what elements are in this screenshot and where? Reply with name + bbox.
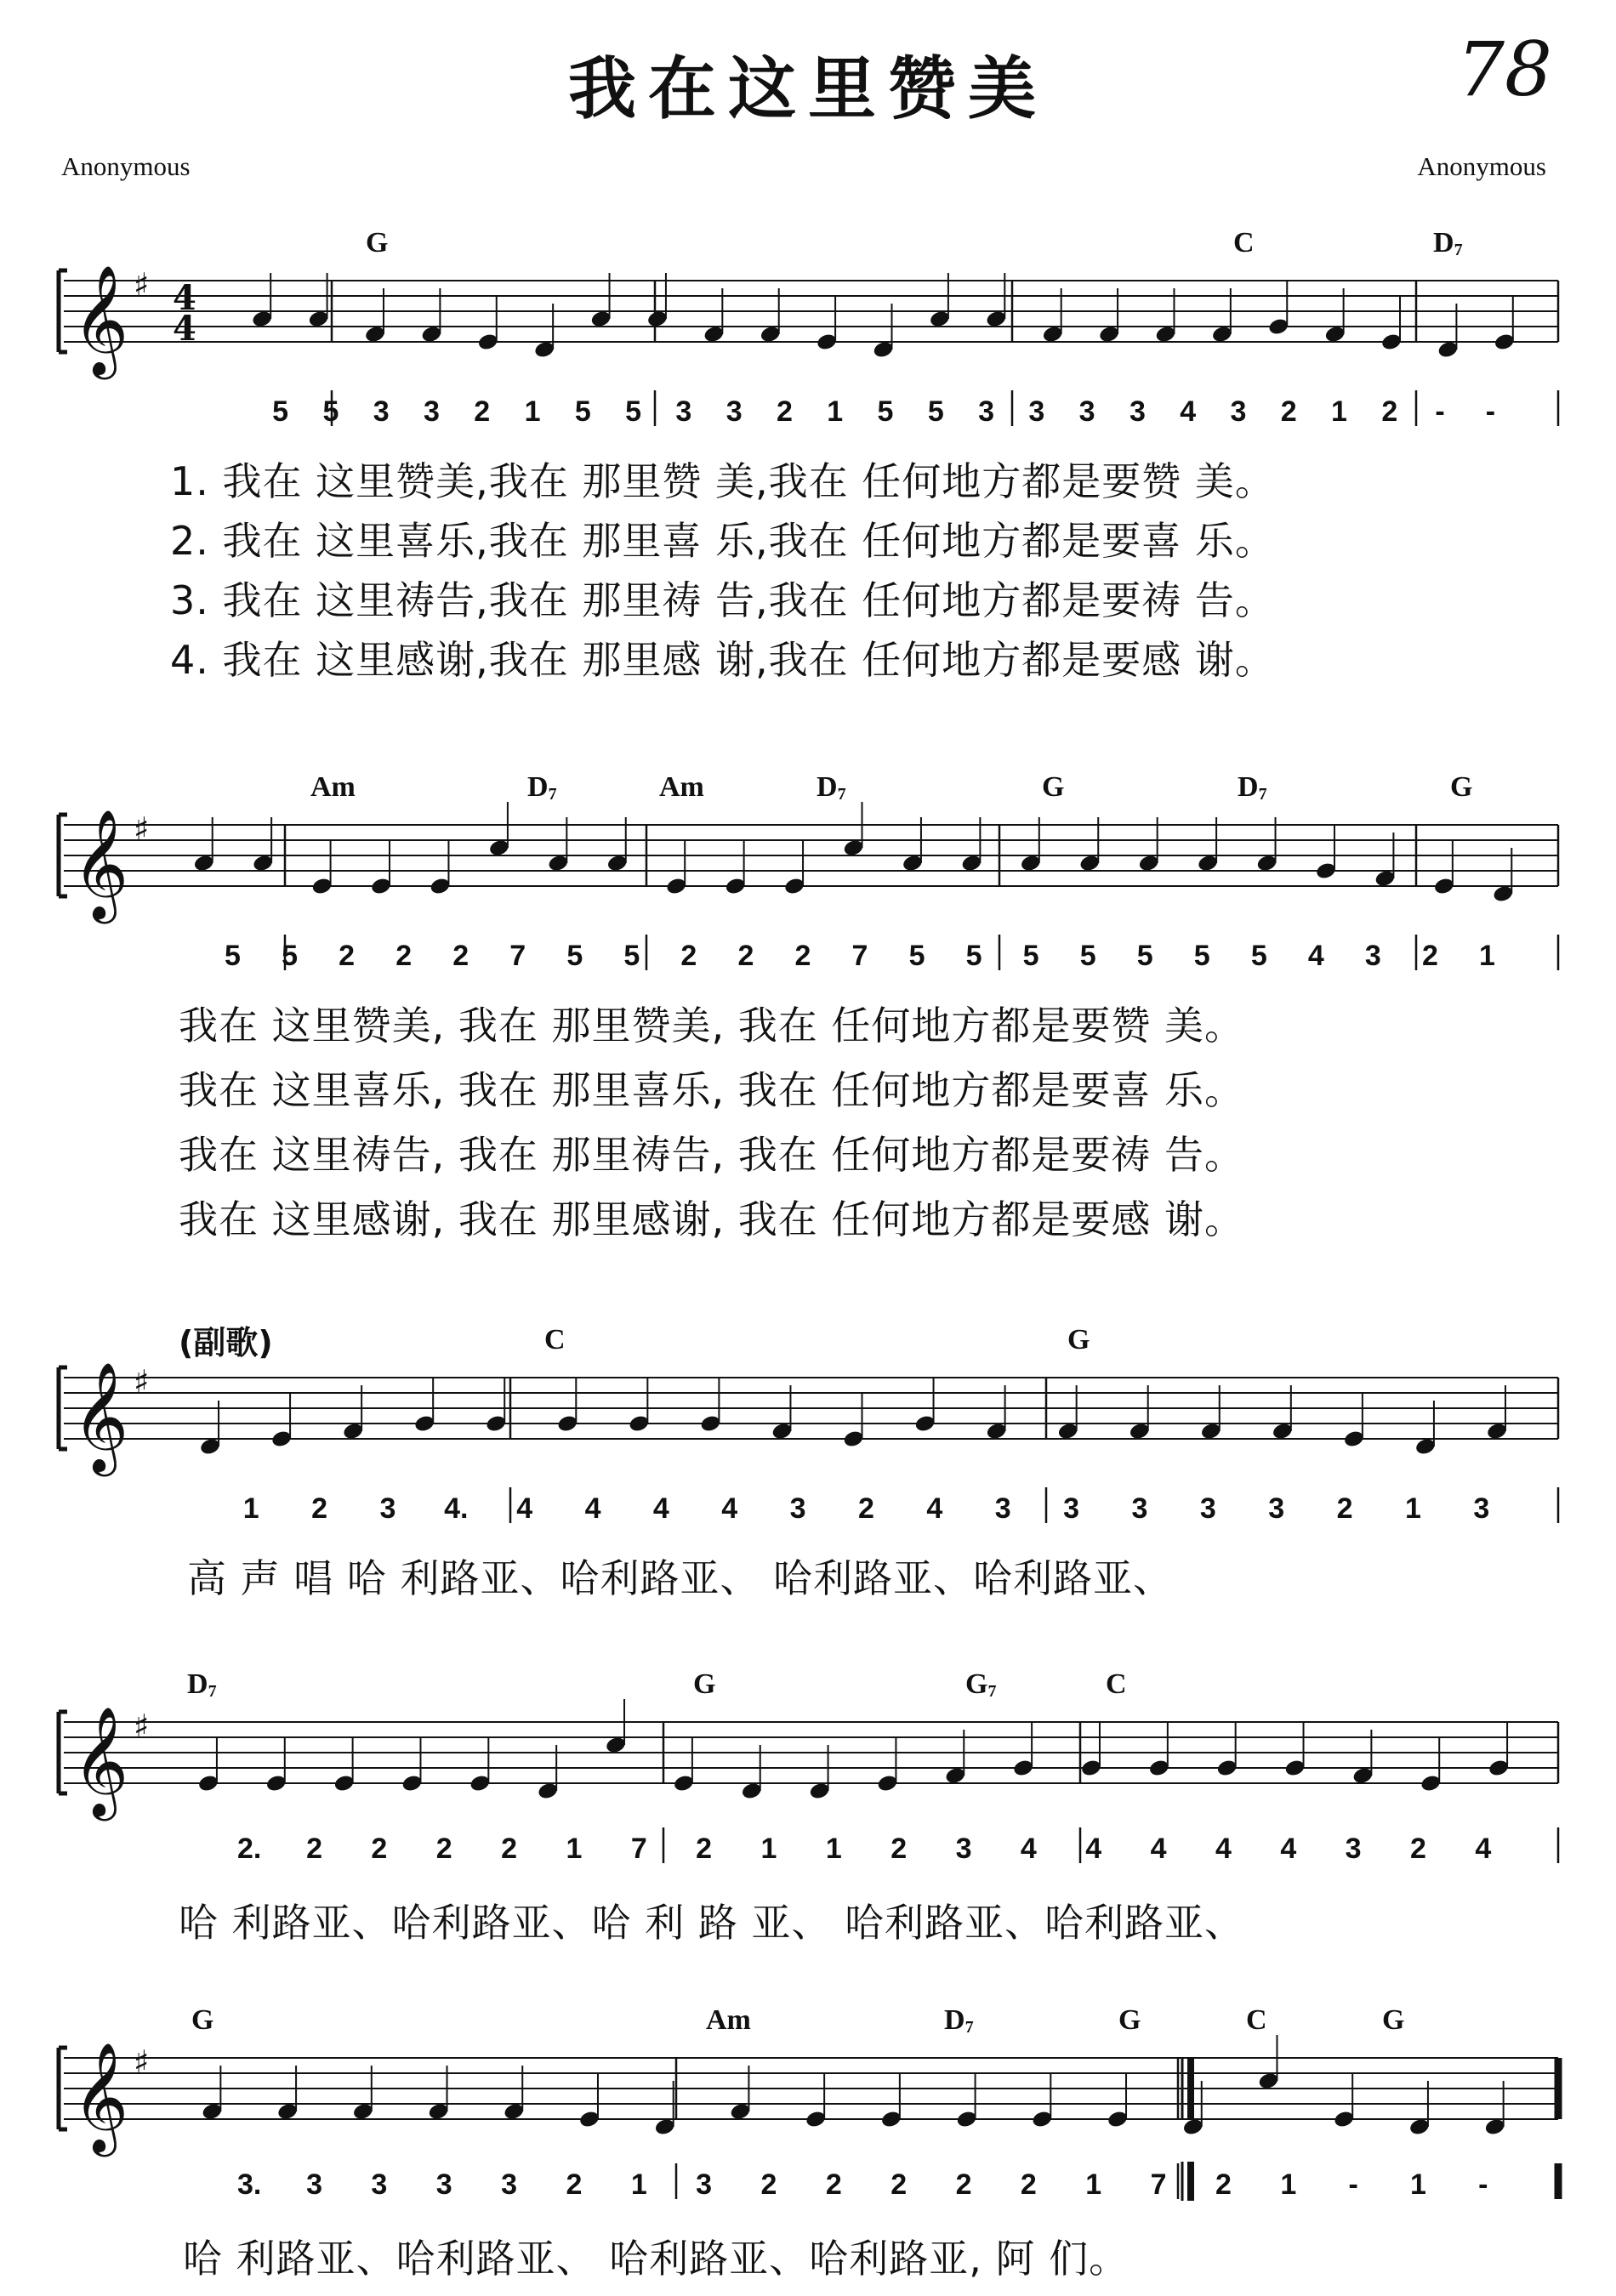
- chord-symbol: G: [693, 1668, 716, 1700]
- treble-clef-icon: 𝄞: [72, 264, 129, 375]
- jianpu-note: 1: [1085, 2168, 1102, 2201]
- jianpu-note: 3: [1199, 1492, 1216, 1525]
- jianpu-note: 2: [891, 1833, 908, 1865]
- jianpu-note: 2: [696, 1833, 713, 1865]
- jianpu-note: 5: [272, 395, 289, 428]
- time-signature-bottom: 4: [173, 309, 196, 349]
- jianpu-note: 2: [452, 940, 469, 972]
- chord-symbol: D7: [817, 771, 846, 804]
- jianpu-note: 1: [242, 1492, 259, 1525]
- song-number: 78: [1457, 26, 1552, 113]
- jianpu-note: 2: [1215, 2168, 1232, 2201]
- music-system-1: [0, 208, 1616, 685]
- jianpu-note: 2: [1336, 1492, 1353, 1525]
- jianpu-note: 3: [1268, 1492, 1285, 1525]
- jianpu-note: 4: [1150, 1833, 1167, 1865]
- jianpu-note: 5: [1136, 940, 1153, 972]
- time-signature-top: 4: [173, 278, 196, 318]
- jianpu-note: 2: [306, 1833, 322, 1865]
- chord-symbol: G: [1118, 2004, 1141, 2036]
- jianpu-note: 1: [827, 395, 844, 428]
- jianpu-note: 2: [339, 940, 356, 972]
- jianpu-note: 3: [1028, 395, 1045, 428]
- jianpu-note: 5: [1022, 940, 1039, 972]
- chord-symbol: D7: [1433, 227, 1463, 259]
- chord-symbol: C: [1106, 1668, 1127, 1700]
- chord-symbol: G: [1067, 1324, 1090, 1355]
- treble-clef-icon: 𝄞: [72, 1361, 129, 1472]
- jianpu-note: 2: [1280, 395, 1297, 428]
- jianpu-note: 1: [566, 1833, 583, 1865]
- jianpu-note: 1: [630, 2168, 647, 2201]
- jianpu-note: 3: [978, 395, 995, 428]
- chord-symbol: D7: [944, 2004, 974, 2037]
- lyric-line: 我在 这里祷告, 我在 那里祷告, 我在 任何地方都是要祷 告。: [179, 1132, 1244, 1178]
- jianpu-note: 2: [395, 940, 413, 972]
- jianpu-note: 4: [584, 1492, 601, 1525]
- lyricist-credit: Anonymous: [61, 151, 191, 181]
- jianpu-note: 3: [696, 2168, 713, 2201]
- jianpu-note: 4: [926, 1492, 943, 1525]
- jianpu-note: 5: [623, 940, 640, 972]
- jianpu-note: 7: [630, 1833, 647, 1865]
- jianpu-note: -: [1348, 2168, 1358, 2201]
- jianpu-note: 3: [1230, 395, 1247, 428]
- jianpu-note: -: [1485, 395, 1496, 428]
- jianpu-note: 2: [1381, 395, 1398, 428]
- chord-symbol: G: [1042, 771, 1065, 803]
- jianpu-note: 1: [1280, 2168, 1297, 2201]
- jianpu-note: 1: [825, 1833, 842, 1865]
- jianpu-note: 2: [858, 1492, 874, 1525]
- jianpu-note: 2: [474, 395, 491, 428]
- jianpu-note: 2: [737, 940, 754, 972]
- jianpu-note: 4: [1280, 1833, 1297, 1865]
- jianpu-note: 2: [311, 1492, 328, 1525]
- jianpu-note: 2: [371, 1833, 388, 1865]
- jianpu-note: 5: [1193, 940, 1210, 972]
- jianpu-note: 4: [1020, 1833, 1037, 1865]
- jianpu-note: 3: [955, 1833, 972, 1865]
- treble-clef-icon: 𝄞: [72, 1706, 129, 1816]
- jianpu-note: 3: [424, 395, 440, 428]
- jianpu-note: 3: [1129, 395, 1146, 428]
- jianpu-note: 1: [1410, 2168, 1426, 2201]
- section-label: (副歌): [179, 1324, 273, 1361]
- jianpu-note: 3: [1345, 1833, 1362, 1865]
- jianpu-note: 2: [680, 940, 697, 972]
- song-title: 我在这里赞美: [568, 49, 1048, 128]
- jianpu-note: 2: [1410, 1833, 1426, 1865]
- jianpu-note: 2: [794, 940, 811, 972]
- chord-symbol: C: [1246, 2004, 1267, 2036]
- chord-symbol: Am: [659, 771, 704, 803]
- jianpu-note: 2: [435, 1833, 452, 1865]
- jianpu-note: -: [1435, 395, 1445, 428]
- jianpu-note: 2: [760, 2168, 777, 2201]
- jianpu-note: 4: [721, 1492, 738, 1525]
- jianpu-note: 4: [1307, 940, 1324, 972]
- jianpu-note: 3: [1078, 395, 1095, 428]
- lyric-line: 哈 利路亚、哈利路亚、哈 利 路 亚、 哈利路亚、哈利路亚、: [179, 1900, 1245, 1946]
- jianpu-note: 3: [1131, 1492, 1148, 1525]
- jianpu-note: 2: [1421, 940, 1438, 972]
- jianpu-note: 4: [1180, 395, 1197, 428]
- lyric-line: 1. 我在 这里赞美,我在 那里赞 美,我在 任何地方都是要赞 美。: [170, 458, 1275, 504]
- lyric-line: 3. 我在 这里祷告,我在 那里祷 告,我在 任何地方都是要祷 告。: [170, 577, 1275, 623]
- treble-clef-icon: 𝄞: [72, 2042, 129, 2152]
- key-sharp-icon: ♯: [134, 266, 150, 304]
- jianpu-note: 3: [501, 2168, 518, 2201]
- chord-symbol: D7: [527, 771, 557, 804]
- jianpu-note: 2: [566, 2168, 583, 2201]
- jianpu-note: 4: [516, 1492, 533, 1525]
- jianpu-note: 5: [927, 395, 944, 428]
- jianpu-note: 3: [789, 1492, 806, 1525]
- jianpu-note: 5: [225, 940, 241, 972]
- chord-symbol: C: [1233, 227, 1255, 259]
- jianpu-note: 7: [509, 940, 526, 972]
- composer-credit: Anonymous: [1417, 151, 1546, 181]
- jianpu-note: 3: [1364, 940, 1381, 972]
- chord-symbol: C: [544, 1324, 566, 1355]
- lyric-line: 哈 利路亚、哈利路亚、 哈利路亚、哈利路亚, 阿 们。: [183, 2236, 1129, 2282]
- jianpu-note: 4: [1475, 1833, 1492, 1865]
- jianpu-note: 4: [1215, 1833, 1232, 1865]
- key-sharp-icon: ♯: [134, 1708, 150, 1745]
- chord-symbol: D7: [1238, 771, 1267, 804]
- jianpu-note: 2: [891, 2168, 908, 2201]
- chord-symbol: G: [191, 2004, 214, 2036]
- treble-clef-icon: 𝄞: [72, 809, 129, 919]
- jianpu-note: 3: [306, 2168, 322, 2201]
- jianpu-note: 5: [965, 940, 982, 972]
- jianpu-note: 2: [955, 2168, 972, 2201]
- jianpu-note: 1: [524, 395, 541, 428]
- jianpu-note: -: [1478, 2168, 1488, 2201]
- chord-symbol: G7: [965, 1668, 997, 1701]
- lyric-line: 我在 这里赞美, 我在 那里赞美, 我在 任何地方都是要赞 美。: [179, 1003, 1244, 1049]
- chord-symbol: Am: [310, 771, 356, 803]
- key-sharp-icon: ♯: [134, 810, 150, 848]
- music-system-5: [0, 2003, 1616, 2296]
- jianpu-note: 5: [908, 940, 925, 972]
- jianpu-note: 3: [994, 1492, 1011, 1525]
- jianpu-note: 5: [1250, 940, 1267, 972]
- chord-symbol: G: [366, 227, 389, 259]
- lyric-line: 我在 这里喜乐, 我在 那里喜乐, 我在 任何地方都是要喜 乐。: [179, 1067, 1244, 1113]
- music-system-2: [0, 748, 1616, 1242]
- jianpu-note: 1: [1404, 1492, 1421, 1525]
- chord-symbol: G: [1382, 2004, 1405, 2036]
- chord-symbol: Am: [706, 2004, 751, 2036]
- jianpu-note: 5: [322, 395, 339, 428]
- jianpu-note: 3.: [236, 2168, 262, 2201]
- jianpu-note: 2: [776, 395, 793, 428]
- jianpu-note: 3: [371, 2168, 388, 2201]
- jianpu-note: 5: [566, 940, 583, 972]
- jianpu-note: 1: [760, 1833, 777, 1865]
- jianpu-note: 7: [851, 940, 868, 972]
- jianpu-note: 5: [625, 395, 642, 428]
- key-sharp-icon: ♯: [134, 2043, 150, 2081]
- jianpu-note: 4: [1085, 1833, 1102, 1865]
- chord-symbol: G: [1450, 771, 1473, 803]
- jianpu-note: 2.: [236, 1833, 262, 1865]
- jianpu-note: 1: [1479, 940, 1495, 972]
- jianpu-note: 7: [1150, 2168, 1167, 2201]
- jianpu-note: 5: [282, 940, 299, 972]
- jianpu-note: 3: [435, 2168, 452, 2201]
- jianpu-note: 3: [373, 395, 390, 428]
- jianpu-note: 2: [501, 1833, 518, 1865]
- jianpu-note: 5: [574, 395, 591, 428]
- jianpu-note: 3: [379, 1492, 396, 1525]
- jianpu-note: 4.: [444, 1492, 469, 1525]
- jianpu-note: 1: [1331, 395, 1347, 428]
- jianpu-note: 4: [652, 1492, 669, 1525]
- jianpu-note: 5: [1079, 940, 1096, 972]
- jianpu-note: 3: [1473, 1492, 1490, 1525]
- lyric-line: 我在 这里感谢, 我在 那里感谢, 我在 任何地方都是要感 谢。: [179, 1196, 1244, 1242]
- jianpu-note: 2: [825, 2168, 842, 2201]
- lyric-line: 2. 我在 这里喜乐,我在 那里喜 乐,我在 任何地方都是要喜 乐。: [170, 518, 1275, 564]
- lyric-line: 高 声 唱 哈 利路亚、哈利路亚、 哈利路亚、哈利路亚、: [187, 1555, 1174, 1601]
- key-sharp-icon: ♯: [134, 1363, 150, 1401]
- lyric-line: 4. 我在 这里感谢,我在 那里感 谢,我在 任何地方都是要感 谢。: [170, 637, 1275, 683]
- jianpu-note: 2: [1020, 2168, 1037, 2201]
- jianpu-note: 3: [725, 395, 743, 428]
- jianpu-note: 3: [675, 395, 692, 428]
- chord-symbol: D7: [187, 1668, 217, 1701]
- jianpu-note: 5: [877, 395, 894, 428]
- jianpu-note: 3: [1063, 1492, 1080, 1525]
